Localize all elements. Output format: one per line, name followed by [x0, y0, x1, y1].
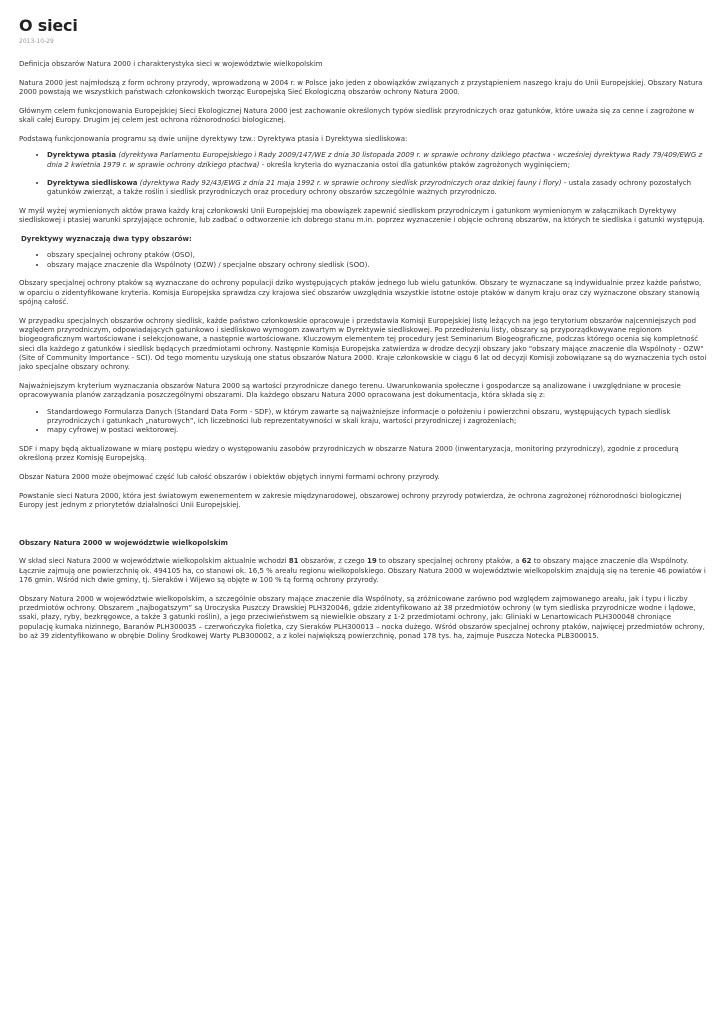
documentation-list	[19, 408, 707, 436]
paragraph: W skład sieci Natura 2000 w województwie wielkopolskim aktualnie wchodzi 81 obszarów, z czego 19 to obszary specjalnej ochrony ptaków, a 62 to obszary mające znaczenie dla Wspólnoty. Łącznie zajmują one powierzchnię ok. 494105 ha, co stanowi ok. 16,5 % areału regionu wielkopolskiego. Obszary Natura 2000 w województwie wielkopolskim znajdują się na terenie 46 powiatów i 176 gmin. Wśród nich dwie gminy, tj. Sieraków i Wijewo są objęte w 100 % tą formą ochrony przyrody.	[19, 557, 706, 584]
area-types-list	[19, 251, 707, 270]
paragraph: Obszary Natura 2000 w województwie wielkopolskim, a szczególnie obszary mające znaczenie dla Wspólnoty, są zróżnicowane zarówno pod względem zajmowanego areału, jak i typu i liczby przedmiotów ochrony. Obszarem „najbogatszym” są Uroczyska Puszczy Drawskiej PLH320046, gdzie zidentyfikowano aż 38 przedmiotów ochrony (w tym siedliska przyrodnicze wodne i lądowe, ssaki, płazy, ryby, bezkręgowce, a także 3 gatunki roślin), a jego przeciwieństwem są niewielkie obszary z 1-2 przedmiotami ochrony, jak: Gliniaki w Lenartowicach PLH300048 chroniące populację kumaka nizinnego, Baranów PLH300035 – czerwończyka fioletka, czy Sieraków PLH300013 – nocka dużego. Wśród obszarów specjalnej ochrony ptaków, najwięcej przedmiotów ochrony, bo aż 39 zidentyfikowano w obrębie Doliny Środkowej Warty PLB300002, a z kolei największą powierzchnię, ponad 178 tys. ha, zajmuje Puszcza Notecka PLB300015.	[19, 594, 705, 640]
ozw-count: 62	[521, 557, 532, 566]
paragraph: SDF i mapy będą aktualizowane w miarę postępu wiedzy o występowaniu zasobów przyrodniczych w obszarze Natura 2000 (inwentaryzacja, monitoring przyrodniczy), zgodnie z procedurą określoną przez Komisję Europejską.	[19, 445, 679, 463]
paragraph: W myśl wyżej wymienionych aktów prawa każdy kraj członkowski Unii Europejskiej ma obowiązek zapewnić siedliskom przyrodniczym i gatunkom wymienionym w załącznikach Dyrektywy siedliskowej i ptasiej warunki sprzyjające ochronie, lub zadbać o odtworzenie ich dobrego stanu m.in. poprzez wyznaczenie i objęcie ochroną obszarów, na których te siedliska i gatunki występują.	[19, 206, 705, 225]
paragraph: Obszary specjalnej ochrony ptaków są wyznaczane do ochrony populacji dziko występujących ptaków jednego lub wielu gatunków. Obszary te wyznaczane są indywidualnie przez każde państwo, w oparciu o zidentyfikowane kryteria. Komisja Europejska sprawdza czy krajowa sieć obszarów uwzględnia wszystkie istotne ostoje ptaków w danym kraju oraz czy wyznaczone obszary stanowią spójną całość.	[19, 279, 702, 307]
paragraph: Natura 2000 jest najmłodszą z form ochrony przyrody, wprowadzoną w 2004 r. w Polsce jako jeden z obowiązków związanych z przystąpieniem naszego kraju do Unii Europejskiej. Obszary Natura 2000 powstają we wszystkich państwach członkowskich tworząc Europejską Sieć Ekologiczną obszarów ochrony Natura 2000.	[19, 78, 703, 97]
list-item: • obszary specjalnej ochrony ptaków (OSO),	[47, 251, 707, 260]
directive-description: - ustala zasady ochrony pozostałych gatunków zwierząt, a także roślin i siedlisk przyrodniczych oraz procedury ochrony obszarów szczególnie ważnych przyrodniczo.	[47, 178, 692, 197]
paragraph: Najważniejszym kryterium wyznaczania obszarów Natura 2000 są wartości przyrodnicze danego terenu. Uwarunkowania społeczne i gospodarcze są analizowane i uwzględniane w procesie opracowywania planów zarządzania poszczególnymi obszarami. Dla każdego obszaru Natura 2000 opracowana jest dokumentacja, która składa się z:	[19, 382, 681, 400]
list-item: • mapy cyfrowej w postaci wektorowej.	[47, 426, 707, 435]
oso-count: 19	[366, 557, 377, 566]
paragraph: Głównym celem funkcjonowania Europejskiej Sieci Ekologicznej Natura 2000 jest zachowanie określonych typów siedlisk przyrodniczych oraz gatunków, które uważa się za cenne i zagrożone w skali całej Europy. Drugim jej celem jest ochrona różnorodności biologicznej.	[19, 106, 695, 125]
directive-name: Dyrektywa siedliskowa	[47, 178, 138, 187]
list-item: • obszary mające znaczenie dla Wspólnoty (OZW) / specjalne obszary ochrony siedlisk (SOO).	[47, 261, 707, 270]
directive-reference: (dyrektywa Parlamentu Europejskiego i Rady 2009/147/WE z dnia 30 listopada 2009 r. w sprawie ochrony dzikiego ptactwa - wcześniej dyrektywa Rady 79/409/EWG z dnia 2 kwietnia 1979 r. w sprawie ochrony dzikiego ptactwa)	[47, 151, 703, 169]
directive-description: - określa kryteria do wyznaczania ostoi dla gatunków ptaków zagrożonych wyginięciem;	[259, 160, 570, 169]
list-item	[47, 179, 707, 198]
section-subheading: Dyrektywy wyznaczają dwa typy obszarów:	[21, 235, 192, 244]
section-heading: Obszary Natura 2000 w województwie wielkopolskim	[19, 538, 228, 547]
paragraph: W przypadku specjalnych obszarów ochrony siedlisk, każde państwo członkowskie opracowuje i przedstawia Komisji Europejskiej listę leżących na jego terytorium obszarów najcenniejszych pod względem przyrodniczym, odpowiadających gatunkowo i siedliskowo wymogom zawartym w Dyrektywie siedliskowej. Po przedłożeniu listy, obszary są przyporządkowywane regionom biogeograficznym wartościowane i selekcjonowane, a następnie wartościowane. Kluczowym elementem tej procedury jest Seminarium Biogeograficzne, podczas którego ocenia się kompletność sieci dla każdego z gatunków i siedlisk będących przedmiotami ochrony. Następnie Komisja Europejska zatwierdza w drodze decyzji obszary jako "obszary mające znaczenie dla Wspólnoty - OZW" (Site of Community Importance - SCI). Od tego momentu uzyskują one status obszarów Natura 2000. Kraje członkowskie w ciągu 6 lat od decyzji Komisji zobowiązane są do wyznaczenia tych ostoi jako specjalne obszary ochrony.	[19, 316, 707, 372]
list-item	[47, 151, 707, 170]
paragraph: Podstawą funkcjonowania programu są dwie unijne dyrektywy tzw.: Dyrektywa ptasia i Dyrektywa siedliskowa:	[19, 134, 408, 143]
page-title: O sieci	[19, 16, 78, 35]
paragraph: Obszar Natura 2000 może obejmować część lub całość obszarów i obiektów objętych innymi formami ochrony przyrody.	[19, 473, 440, 482]
total-count: 81	[288, 557, 299, 566]
paragraph: Powstanie sieci Natura 2000, która jest światowym ewenementem w zakresie międzynarodowej, obszarowej ochrony przyrody potwierdza, że ochrona zagrożonej różnorodności biologicznej Europy jest jednym z priorytetów działalności Unii Europejskiej.	[19, 492, 682, 510]
publish-date: 2013-10-29	[19, 38, 54, 45]
directives-list	[19, 151, 707, 197]
directive-reference: (dyrektywa Rady 92/43/EWG z dnia 21 maja 1992 r. w sprawie ochrony siedlisk przyrodniczych oraz dzikiej fauny i flory)	[139, 178, 562, 187]
directive-name: Dyrektywa ptasia	[47, 151, 117, 160]
list-item: • Standardowego Formularza Danych (Standard Data Form - SDF), w którym zawarte są najważniejsze informacje o położeniu i powierzchni obszaru, występujących typach siedlisk przyrodniczych i gatunkach „naturowych”, ich liczebności lub reprezentatywności w skali kraju, wartości przyrodniczej i zagrożeniach;	[47, 408, 707, 427]
intro-paragraph: Definicja obszarów Natura 2000 i charakterystyka sieci w województwie wielkopolskim	[19, 60, 323, 68]
